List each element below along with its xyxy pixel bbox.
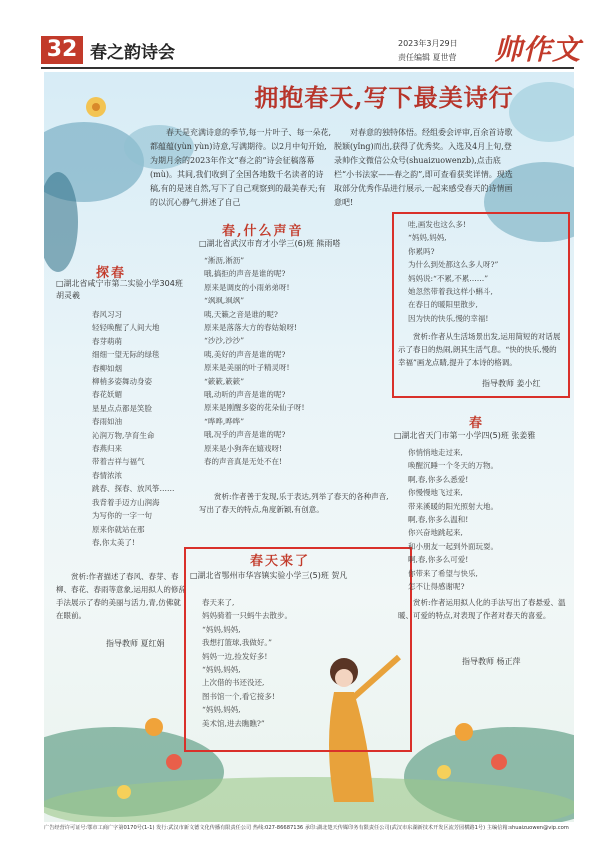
poem-line: 原来是落落大方的春姑娘呀! — [204, 323, 298, 333]
poem-comment: 赏析:作者从生活场景出发,运用简短的对话展示了春日的热闹,朗其生活气息。“快的快乐,慢的幸福”画龙点睛,提升了本诗的格调。 — [398, 332, 561, 367]
poem-line: “妈妈,妈妈, — [408, 233, 447, 243]
poem-line: 哦,况乎的声音是谁的呢? — [204, 430, 286, 440]
poem-line: 带来溪暖的阳光照射大地。 — [408, 501, 498, 511]
poem-line: 咦,美好的声音是谁的呢? — [204, 349, 286, 359]
poem-line: 原来是小狗奔在嬉戏呀! — [204, 443, 283, 453]
poem-line: 春柳如烟 — [92, 363, 122, 373]
poem-line: “淅沥,淅沥” — [204, 256, 245, 265]
poem-line: “妈妈,妈妈, — [202, 665, 241, 675]
poem-comment: 赏析:作者运用拟人化的手法写出了春悬爱、温暖、可爱的特点,对表现了作者对春天的喜爱。 — [398, 598, 566, 620]
poem-line: “妈妈,妈妈, — [202, 705, 241, 715]
poem-comment: 赏析:作者描述了春风、春芽、春柳、春花、春雨等意象,运用拟人的修辞手法展示了春的美丽与活力,青,仿佛就在眼前。 — [56, 572, 186, 620]
poem-line: 春的声音真是无处不在! — [204, 457, 283, 467]
poem-line: 美术馆,进去瞧瞧?” — [202, 718, 265, 728]
poem-line: 柳梢多姿舞动身姿 — [92, 377, 152, 387]
intro-right: 对春意的独特体悟。经组委会评审,百余首诗歌脱颖(yǐng)而出,获得了优秀奖。入选及4月上旬,登录帅作文微信公众号(shuaizuowenzb),点击底栏“小书法家——春之韵”,即可查看获奖详情。现选取部分优秀作品进行展示,一起来感受春天的诗情画意吧! — [334, 128, 513, 207]
poem-author: □湖北省天门市第一小学四(5)班 张姜雅 — [394, 431, 536, 440]
poem-comment: 赏析:作者善于发现,乐于表达,列举了春天的各种声音,写出了春天的特点,角度新颖,有创意。 — [199, 492, 389, 514]
poem-lines — [202, 596, 292, 730]
poem-line: 因为快的快乐,慢的幸福! — [408, 313, 489, 323]
poem-author: □湖北省咸宁市第二实验小学304班 胡灵羲 — [56, 279, 183, 300]
poem-line: 你慢慢地飞过来, — [408, 488, 463, 498]
poem-line: 为什么到处都这么多人呀?” — [408, 260, 499, 270]
poem-line: “簌簌,簌簌” — [204, 376, 245, 386]
header-rule — [41, 67, 574, 69]
teacher-credit: 指导教师 夏红娟 — [106, 639, 165, 648]
page-number: 32 — [41, 36, 83, 64]
intro-left: 春天是充满诗意的季节,每一片叶子、每一朵花,都蕴蕴(yùn yùn)诗意,写满期待。以2月中旬开始,为期月余的2023年作文“春之韵”诗会征稿落幕(mù)。其间,我们收到了全国各地数千名读者的诗稿,有的是迷自然,写下了自己观察到的最美春天;有的以沉心静气,拼述了自己 — [150, 128, 332, 207]
poem-line: 带着吉祥与福气 — [92, 457, 145, 467]
poem-line: 细细一望无际的绿毯 — [92, 350, 160, 360]
poem-line: “哗哗,哗哗” — [204, 416, 245, 426]
poem-line: 沁润万物,孕育生命 — [92, 430, 155, 440]
poem-line: 轻轻唤醒了人间大地 — [92, 323, 160, 333]
poem-lines — [408, 446, 498, 593]
poem-line: 春燕归来 — [92, 444, 122, 454]
poem-line: 啊,春,你多么可爱! — [408, 555, 469, 565]
poem-line: 原来你就站在那 — [92, 524, 145, 534]
article-title: 拥抱春天,写下最美诗行 — [254, 83, 514, 112]
footer: 广告经营许可证号:鄂市工商广字第0170号(1-1) 发行:武汉市新文德文化传播有限责任公司 热线:027-86687136 承印:湖北楚天传媒印务有限责任公司(武汉市东湖新技术开发区流芳园横路1号) 主编信箱:shuaizuowen@vip.com — [44, 825, 569, 831]
issue-date: 2023年3月29日 — [398, 39, 458, 48]
poem-title: 春,什么声音 — [222, 224, 304, 239]
poem-line: 你兴奋地跳起来, — [408, 528, 463, 538]
poem-line: 星星点点都是笑脸 — [92, 403, 152, 413]
article-panel — [44, 72, 574, 822]
poem-line: 春雨如油 — [92, 417, 122, 427]
poem-line: 原来是调皮的小雨弟弟呀! — [204, 282, 290, 292]
poem-line: 你悄悄地走过来, — [408, 448, 463, 457]
poem-line: 你累吗? — [408, 246, 435, 256]
poem-line: 妈妈一边,捡发好多! — [202, 651, 268, 661]
poem-line: 春,你太美了! — [92, 537, 135, 547]
poem-line: 图书馆一个,看它接多! — [202, 691, 275, 701]
poem-line: 和小朋友一起到外面玩耍。 — [408, 541, 498, 551]
poem-title: 春 — [469, 416, 485, 431]
poem-line: 啊,春,你多么温和! — [408, 515, 469, 525]
poem-lines — [204, 254, 305, 469]
poem-line: 啊,春,你多么悉爱! — [408, 474, 469, 484]
poem-line: 哦,搞拒的声音是谁的呢? — [204, 269, 286, 279]
poem-line: 春情浓浓 — [92, 470, 122, 480]
poem-line: 妈妈说:“不累,不累……” — [408, 273, 489, 283]
poem-author: □湖北省武汉市育才小学三(6)班 熊雨嗒 — [199, 239, 341, 248]
poem-lines-continued — [408, 218, 498, 325]
poem-line: 妈妈骑着一只蚂牛去散步。 — [202, 611, 292, 621]
poem-line: 怎不让得感谢呢? — [408, 582, 465, 592]
poem-line: 我想打篮球,我做好。” — [202, 638, 272, 648]
poem-line: 哦,动听的声音是谁的呢? — [204, 390, 286, 400]
teacher-credit: 指导教师 杨正萍 — [462, 657, 521, 666]
teacher-credit: 指导教师 姜小红 — [482, 379, 541, 388]
poem-line: 哇,画发也这么多! — [408, 220, 466, 229]
section-name: 春之韵诗会 — [90, 43, 175, 63]
page-header — [0, 0, 612, 70]
poem-line: “妈妈,妈妈, — [202, 624, 241, 634]
editor-credit: 责任编辑 夏世营 — [398, 53, 457, 62]
poem-line: 春风习习 — [92, 310, 122, 319]
poem-line: 她忽然带着我这样小蝌斗, — [408, 287, 493, 297]
poem-line: “飒飒,飒飒” — [204, 296, 245, 306]
poem-line: 在春日的暖阳里散步, — [408, 300, 478, 310]
poem-lines — [92, 308, 175, 549]
poem-title: 探春 — [96, 266, 127, 281]
poem-line: 我背着手迈方山润海 — [92, 497, 160, 507]
poem-title: 春天来了 — [250, 554, 311, 569]
poem-author: □湖北省鄂州市华容镇实验小学三(5)班 贺凡 — [190, 571, 348, 580]
poem-line: 唤醒沉睡一个冬天的万物。 — [408, 461, 498, 471]
poem-line: 上次借的书还没还, — [202, 678, 265, 688]
poem-line: 咦,天籁之音是谁的呢? — [204, 309, 278, 319]
poem-line: 春芽萌萌 — [92, 336, 122, 346]
poem-line: 原来是美丽的叶子精灵呀! — [204, 363, 290, 373]
poem-line: 跳春、探春、放风筝…… — [92, 484, 175, 494]
brand-logo: 帅作文 — [494, 33, 582, 66]
poem-line: 春花妖媚 — [92, 390, 122, 400]
poem-line: 你带来了希望与快乐, — [408, 568, 478, 578]
poem-line: “沙沙,沙沙” — [204, 336, 245, 346]
poem-line: 为写你的一字一句 — [92, 511, 152, 521]
poem-line: 原来是刚醒多姿的花朵仙子呀! — [204, 403, 305, 413]
poem-line: 春天来了, — [202, 598, 235, 607]
